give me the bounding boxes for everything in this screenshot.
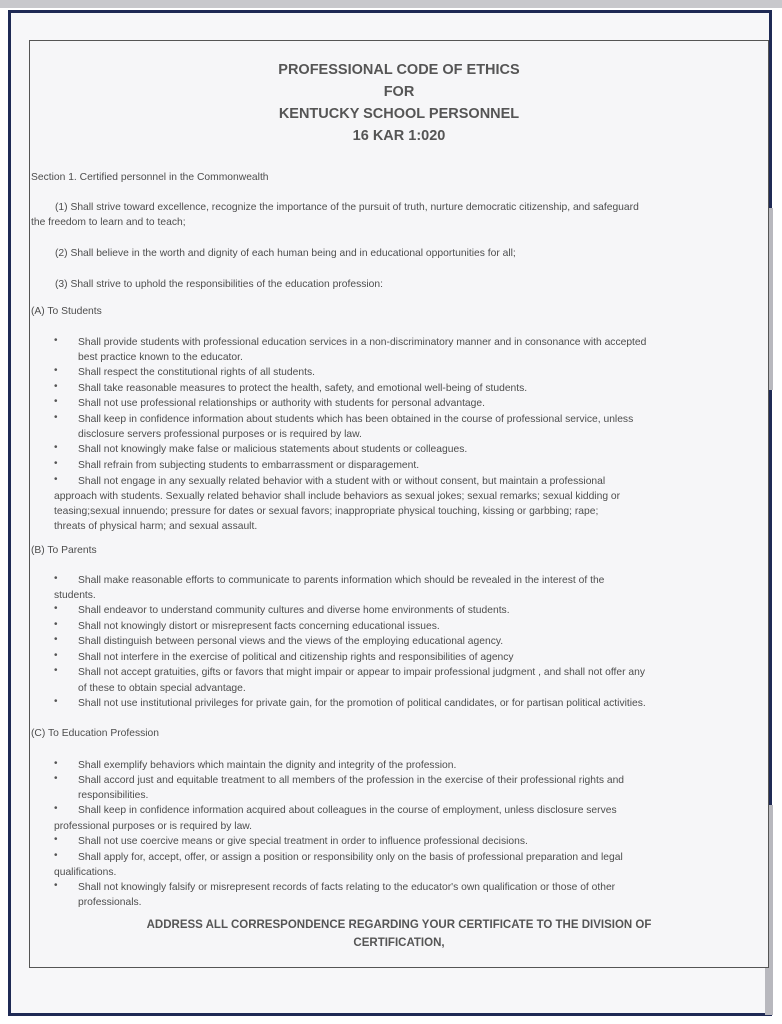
students-heading: (A) To Students (31, 306, 102, 317)
bullet: • (54, 603, 58, 614)
bullet: • (54, 758, 58, 769)
parents-item-6: Shall not accept gratuities, gifts or favors that might impair or appear to impair professional judgment , and shall not offer any (78, 667, 646, 678)
profession-item-6-cont: professionals. (78, 897, 142, 908)
bullet: • (54, 573, 58, 584)
students-item-8-cont-3: threats of physical harm; and sexual assault. (54, 521, 258, 532)
parents-item-3: Shall not knowingly distort or misrepresent facts concerning educational issues. (78, 621, 440, 632)
bullet: • (54, 665, 58, 676)
title-line-2: FOR (383, 84, 415, 100)
students-item-7: Shall refrain from subjecting students to embarrassment or disparagement. (78, 460, 420, 471)
bullet: • (54, 803, 58, 814)
students-item-5: Shall keep in confidence information about students which has been obtained in the course of professional service, unless (78, 414, 634, 425)
profession-item-6: Shall not knowingly falsify or misrepresent records of facts relating to the educator's own qualification or those of other (78, 882, 616, 893)
bullet: • (54, 880, 58, 891)
title-line-1: PROFESSIONAL CODE OF ETHICS (278, 62, 520, 78)
students-item-1-cont: best practice known to the educator. (78, 352, 243, 363)
parents-heading: (B) To Parents (31, 545, 97, 556)
students-item-2: Shall respect the constitutional rights of all students. (78, 367, 315, 378)
section1-item3: (3) Shall strive to uphold the responsibilities of the education profession: (55, 279, 383, 290)
document-title (29, 59, 769, 147)
footer-line-1: ADDRESS ALL CORRESPONDENCE REGARDING YOUR CERTIFICATE TO THE DIVISION OF (146, 919, 652, 931)
students-item-1: Shall provide students with professional education services in a non-discriminatory manner and in consonance with accepted (78, 337, 647, 348)
bullet: • (54, 365, 58, 376)
parents-item-4: Shall distinguish between personal views and the views of the employing educational agency. (78, 636, 504, 647)
profession-item-2: Shall accord just and equitable treatment to all members of the profession in the exercise of their professional rights and (78, 775, 625, 786)
title-line-4: 16 KAR 1:020 (352, 128, 446, 144)
profession-item-5: Shall apply for, accept, offer, or assign a position or responsibility only on the basis of professional preparation and legal (78, 852, 623, 863)
bullet: • (54, 834, 58, 845)
parents-item-6-cont: of these to obtain special advantage. (78, 683, 246, 694)
students-item-3: Shall take reasonable measures to protect the health, safety, and emotional well-being of students. (78, 383, 528, 394)
bullet: • (54, 474, 58, 485)
section1-item1-cont: the freedom to learn and to teach; (31, 217, 186, 228)
title-line-3: KENTUCKY SCHOOL PERSONNEL (278, 106, 520, 122)
bullet: • (54, 773, 58, 784)
footer-line-2: CERTIFICATION, (353, 937, 445, 949)
students-item-8-cont-2: teasing;sexual innuendo; pressure for dates or sexual favors; inappropriate physical touching, kissing or garbbing; rape; (54, 506, 599, 517)
students-item-6: Shall not knowingly make false or malicious statements about students or colleagues. (78, 444, 468, 455)
profession-heading: (C) To Education Profession (31, 728, 160, 739)
parents-item-7: Shall not use institutional privileges for private gain, for the promotion of political candidates, or for partisan political activities. (78, 698, 646, 709)
profession-item-4: Shall not use coercive means or give special treatment in order to influence professional decisions. (78, 836, 528, 847)
bullet: • (54, 850, 58, 861)
bullet: • (54, 442, 58, 453)
bullet: • (54, 634, 58, 645)
bullet: • (54, 396, 58, 407)
students-item-5-cont: disclosure servers professional purposes or is required by law. (78, 429, 362, 440)
profession-item-5-cont: qualifications. (54, 867, 117, 878)
bullet: • (54, 458, 58, 469)
bullet: • (54, 412, 58, 423)
bullet: • (54, 335, 58, 346)
bullet: • (54, 381, 58, 392)
section1-heading: Section 1. Certified personnel in the Commonwealth (31, 172, 269, 183)
parents-item-1: Shall make reasonable efforts to communicate to parents information which should be revealed in the interest of the (78, 575, 605, 586)
correspondence-notice (29, 916, 769, 952)
parents-item-2: Shall endeavor to understand community cultures and diverse home environments of students. (78, 605, 510, 616)
section1-item2: (2) Shall believe in the worth and dignity of each human being and in educational opportunities for all; (55, 248, 516, 259)
parents-item-5: Shall not interfere in the exercise of political and citizenship rights and responsibilities of agency (78, 652, 514, 663)
students-item-4: Shall not use professional relationships or authority with students for personal advantage. (78, 398, 485, 409)
students-item-8-cont-1: approach with students. Sexually related behavior shall include behaviors as sexual jokes; sexual remarks; sexual kidding or (54, 491, 621, 502)
students-item-8: Shall not engage in any sexually related behavior with a student with or without consent, but maintain a professional (78, 476, 606, 487)
profession-item-2-cont: responsibilities. (78, 790, 149, 801)
bullet: • (54, 619, 58, 630)
bullet: • (54, 696, 58, 707)
profession-item-1: Shall exemplify behaviors which maintain the dignity and integrity of the profession. (78, 760, 457, 771)
bullet: • (54, 650, 58, 661)
profession-item-3-cont: professional purposes or is required by law. (54, 821, 253, 832)
top-gray-strip (0, 0, 782, 8)
parents-item-1-cont: students. (54, 590, 96, 601)
profession-item-3: Shall keep in confidence information acquired about colleagues in the course of employment, unless disclosure serves (78, 805, 617, 816)
section1-item1: (1) Shall strive toward excellence, recognize the importance of the pursuit of truth, nurture democratic citizenship, and safeguard (55, 202, 639, 213)
